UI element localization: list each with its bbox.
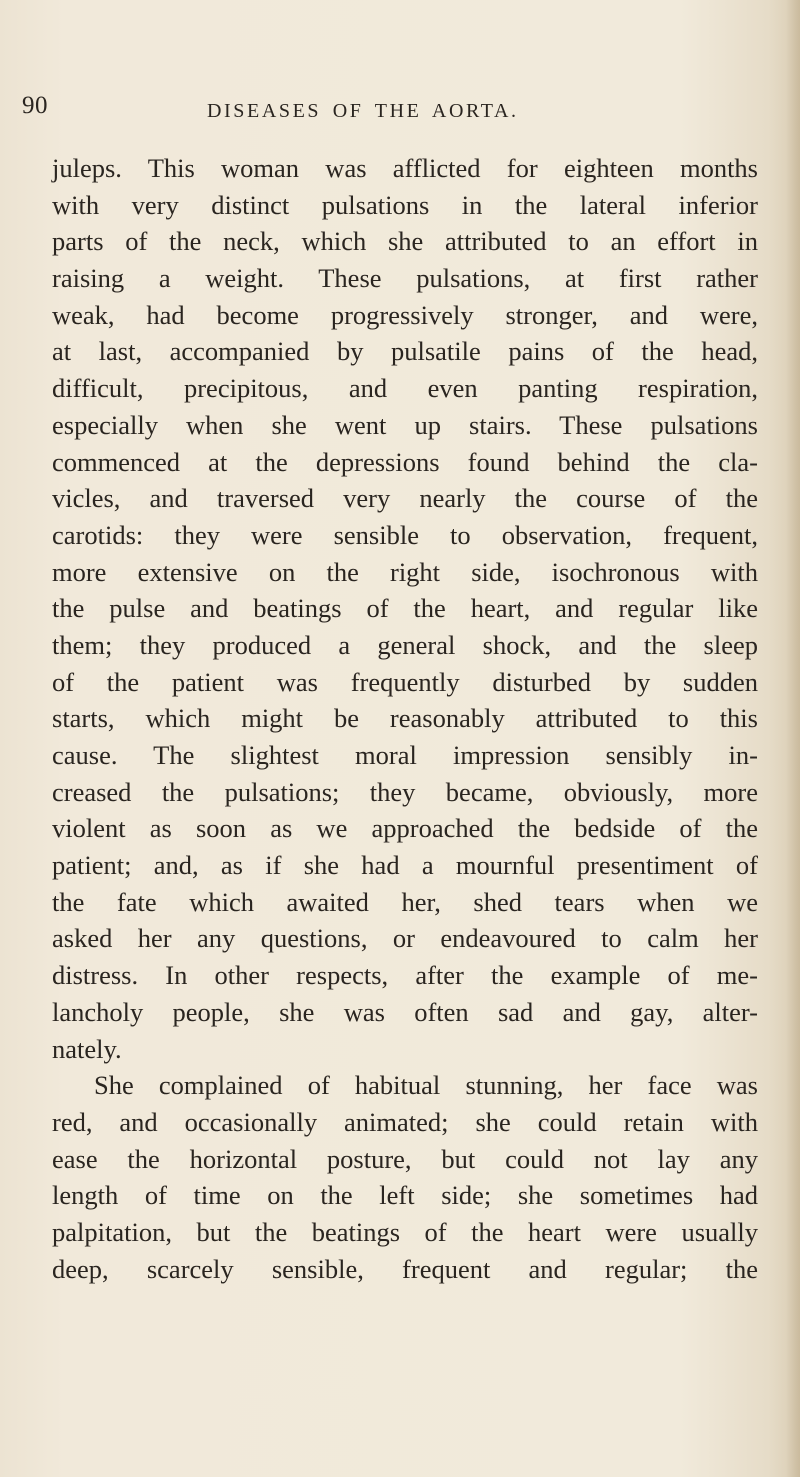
text-line: cause. The slightest moral impression sensibly in- xyxy=(52,740,758,770)
text-line: lancholy people, she was often sad and gay, alter- xyxy=(52,996,758,1027)
page-number: 90 xyxy=(22,92,48,119)
text-line: the pulse and beatings of the heart, and regular like xyxy=(52,593,758,624)
text-line: of the patient was frequently disturbed by sudden xyxy=(52,666,758,697)
text-line: the fate which awaited her, shed tears when we xyxy=(52,886,758,917)
text-line: parts of the neck, which she attributed to an effort in xyxy=(52,226,758,257)
text-line: creased the pulsations; they became, obviously, more xyxy=(52,776,758,807)
text-line: violent as soon as we approached the bedside of the xyxy=(52,813,758,844)
text-line: juleps. This woman was afflicted for eighteen months xyxy=(52,153,758,183)
text-line: vicles, and traversed very nearly the course of the xyxy=(52,483,758,514)
text-line: length of time on the left side; she sometimes had xyxy=(52,1180,758,1211)
text-line: weak, had become progressively stronger, and were, xyxy=(52,299,758,330)
text-line: especially when she went up stairs. These pulsations xyxy=(52,409,758,440)
text-line: asked her any questions, or endeavoured to calm her xyxy=(52,923,758,954)
text-line: palpitation, but the beatings of the heart were usually xyxy=(52,1216,758,1247)
page-edge-shadow xyxy=(786,0,800,1477)
text-line: deep, scarcely sensible, frequent and regular; the xyxy=(52,1253,758,1284)
paragraph-start-line: She complained of habitual stunning, her face was xyxy=(94,1070,758,1101)
text-line: carotids: they were sensible to observation, frequent, xyxy=(52,519,758,550)
text-line: starts, which might be reasonably attributed to this xyxy=(52,703,758,734)
text-line: ease the horizontal posture, but could not lay any xyxy=(52,1143,758,1174)
text-line: at last, accompanied by pulsatile pains of the head, xyxy=(52,336,758,367)
text-line: them; they produced a general shock, and the sleep xyxy=(52,629,758,660)
text-line: patient; and, as if she had a mournful presentiment of xyxy=(52,850,758,881)
body-text xyxy=(52,150,758,1287)
running-head: DISEASES OF THE AORTA. xyxy=(207,100,519,122)
paragraph-end-line: nately. xyxy=(52,1033,122,1064)
text-line: more extensive on the right side, isochronous with xyxy=(52,556,758,587)
text-line: red, and occasionally animated; she could retain with xyxy=(52,1106,758,1137)
text-line: with very distinct pulsations in the lateral inferior xyxy=(52,189,758,220)
text-line: distress. In other respects, after the example of me- xyxy=(52,960,758,991)
text-line: commenced at the depressions found behind the cla- xyxy=(52,446,758,477)
text-line: raising a weight. These pulsations, at first rather xyxy=(52,263,758,294)
text-line: difficult, precipitous, and even panting respiration, xyxy=(52,373,758,404)
